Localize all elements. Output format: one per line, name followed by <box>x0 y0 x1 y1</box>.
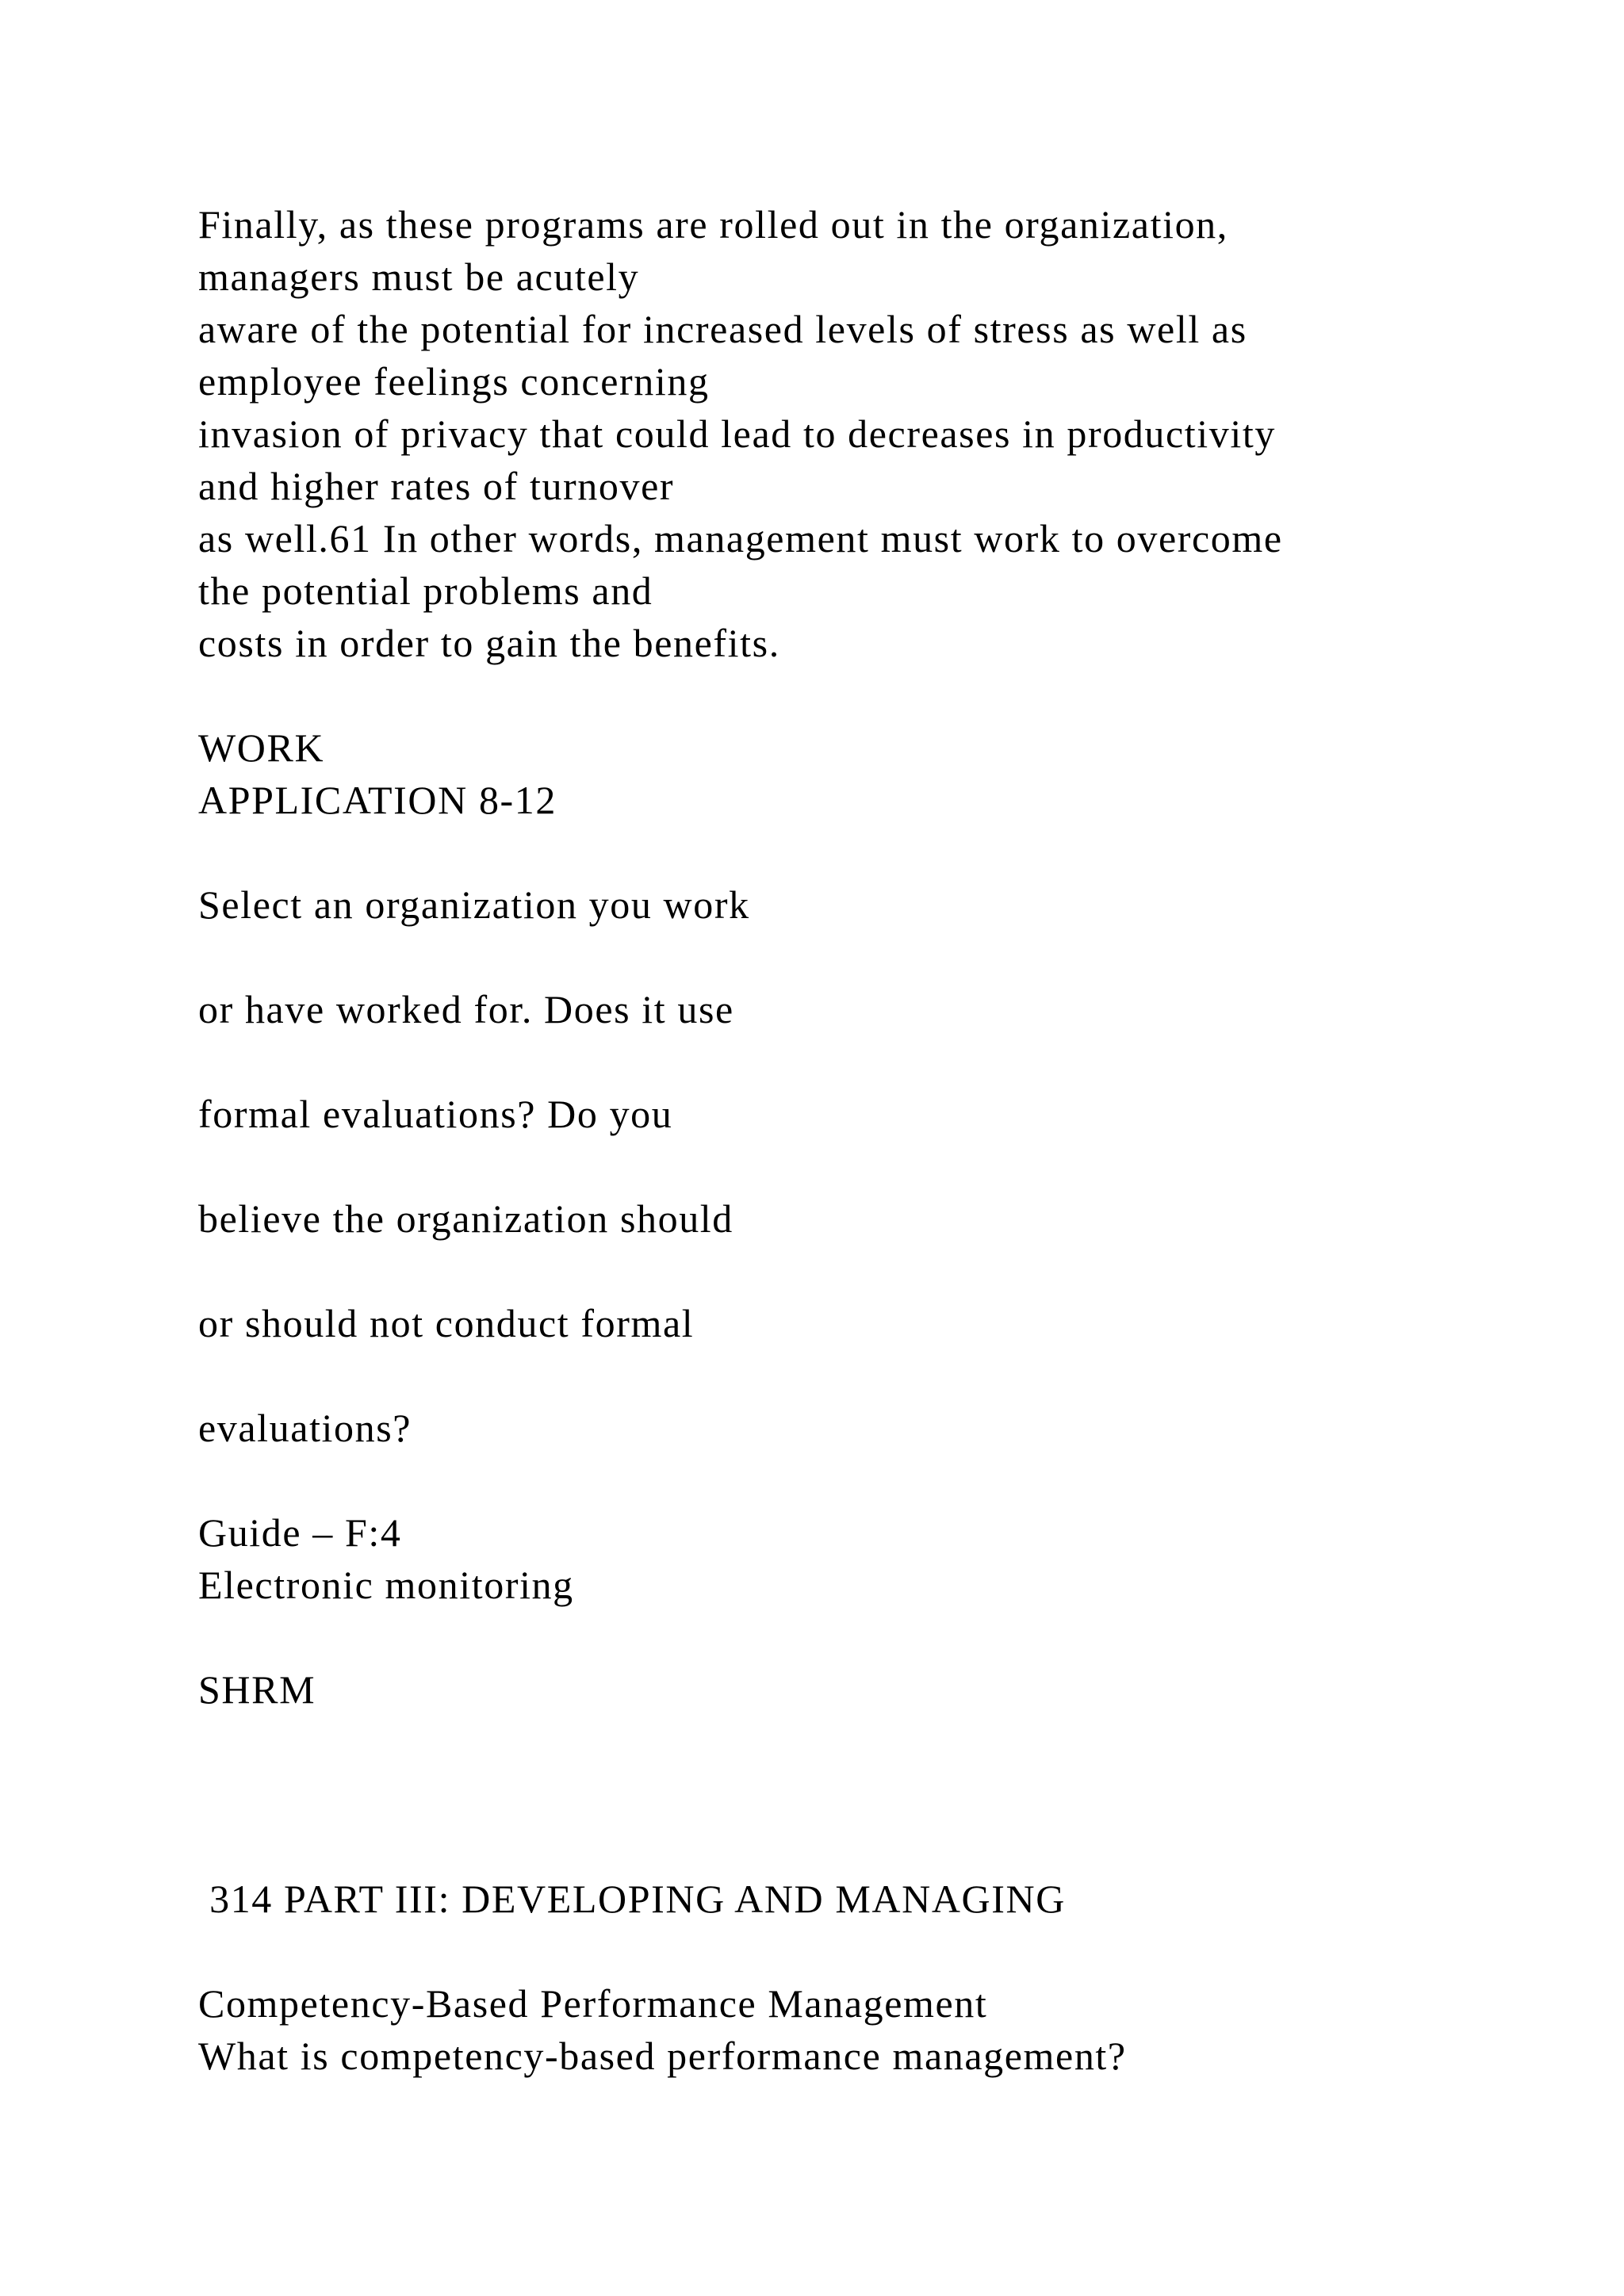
running-header: 314 PART III: DEVELOPING AND MANAGING <box>198 1877 1066 1921</box>
guide-code: Guide – F:4 <box>198 1510 402 1555</box>
work-application-question-line: Select an organization you work <box>198 882 750 927</box>
section-question: What is competency-based performance management? <box>198 2034 1127 2078</box>
paragraph-line: invasion of privacy that could lead to decreases in productivity <box>198 411 1276 456</box>
work-application-number: APPLICATION 8-12 <box>198 778 557 822</box>
paragraph-line: aware of the potential for increased levels of stress as well as <box>198 307 1247 351</box>
work-application-question-line: or have worked for. Does it use <box>198 987 734 1031</box>
guide-topic: Electronic monitoring <box>198 1563 574 1607</box>
work-application-question-line: formal evaluations? Do you <box>198 1092 673 1136</box>
work-application-question-line: believe the organization should <box>198 1196 733 1241</box>
paragraph-line: Finally, as these programs are rolled out in the organization, <box>198 202 1228 247</box>
paragraph-line: managers must be acutely <box>198 254 640 299</box>
work-application-question-line: or should not conduct formal <box>198 1301 695 1345</box>
work-application-question-line: evaluations? <box>198 1406 412 1450</box>
work-application-label: WORK <box>198 725 325 770</box>
paragraph-line: employee feelings concerning <box>198 359 710 404</box>
shrm-label: SHRM <box>198 1667 316 1712</box>
paragraph-line: as well.61 In other words, management must work to overcome <box>198 516 1283 561</box>
paragraph-line: and higher rates of turnover <box>198 464 675 508</box>
paragraph-line: the potential problems and <box>198 568 653 613</box>
section-heading: Competency-Based Performance Management <box>198 1981 988 2026</box>
paragraph-line: costs in order to gain the benefits. <box>198 621 780 665</box>
